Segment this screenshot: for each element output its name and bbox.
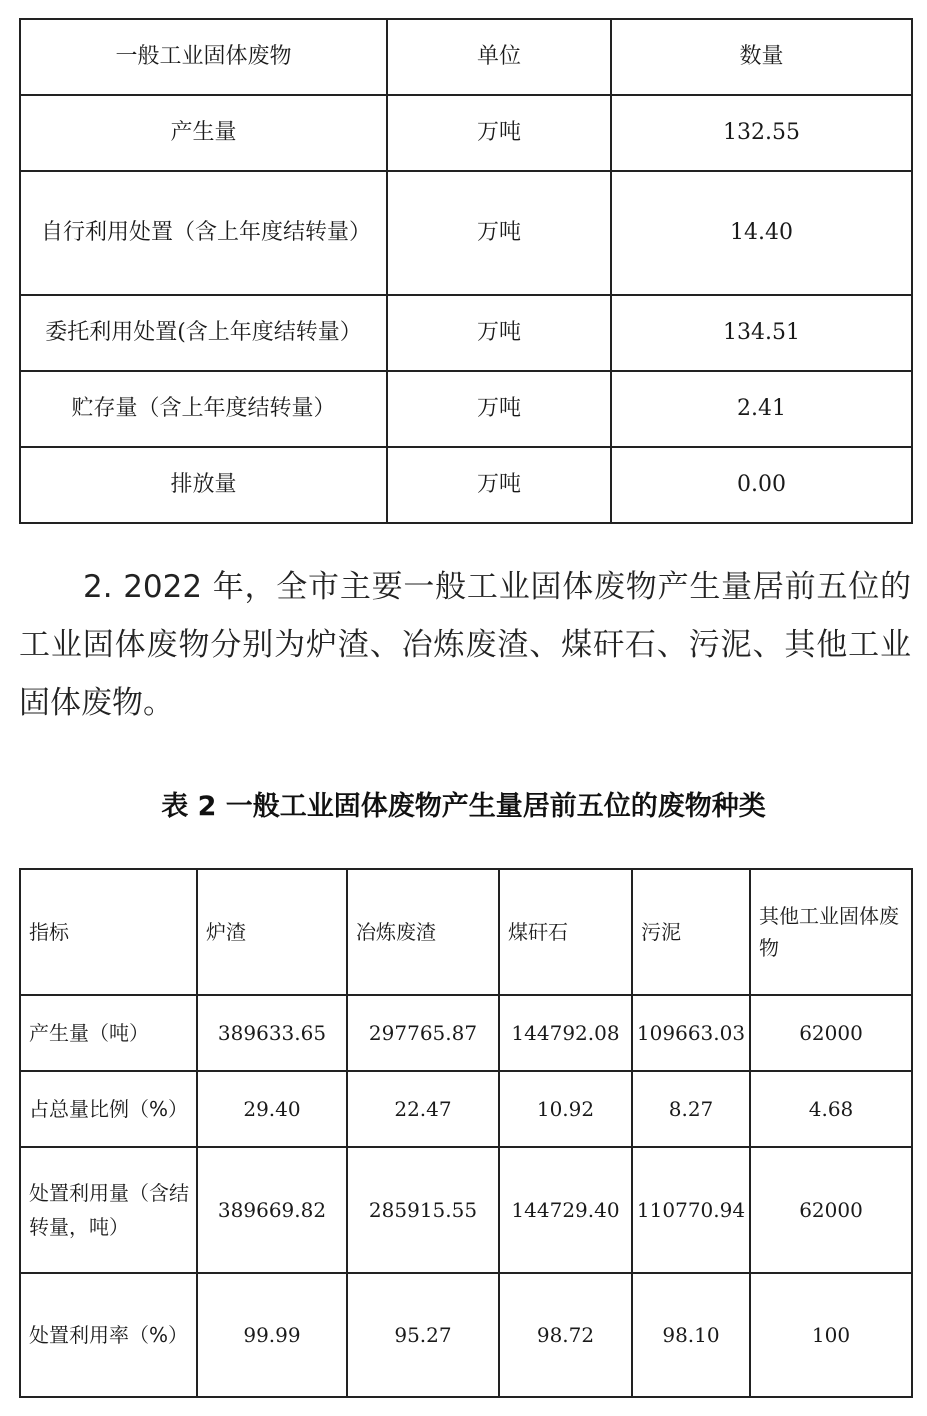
value-cell: 98.10 [632,1273,750,1397]
value-cell: 100 [750,1273,912,1397]
table-row [20,995,912,1071]
unit-cell: 万吨 [387,171,611,295]
row-label: 委托利用处置(含上年度结转量） [20,295,387,371]
table-row [20,1273,912,1397]
table-header-row [20,869,912,995]
value-cell: 8.27 [632,1071,750,1147]
value-cell: 109663.03 [632,995,750,1071]
value-cell: 110770.94 [632,1147,750,1273]
header-cell: 煤矸石 [499,869,632,995]
table-row [20,1071,912,1147]
value-cell: 10.92 [499,1071,632,1147]
table-row [20,1147,912,1273]
value-cell: 132.55 [611,95,912,171]
row-label: 排放量 [20,447,387,523]
value-cell: 144792.08 [499,995,632,1071]
value-cell: 297765.87 [347,995,499,1071]
header-cell: 单位 [387,19,611,95]
unit-cell: 万吨 [387,295,611,371]
value-cell: 29.40 [197,1071,347,1147]
unit-cell: 万吨 [387,371,611,447]
value-cell: 22.47 [347,1071,499,1147]
value-cell: 95.27 [347,1273,499,1397]
row-label: 自行利用处置（含上年度结转量） [20,171,387,295]
header-cell: 炉渣 [197,869,347,995]
value-cell: 134.51 [611,295,912,371]
row-label: 处置利用率（%） [20,1273,197,1397]
unit-cell: 万吨 [387,95,611,171]
table-row [20,295,912,371]
value-cell: 98.72 [499,1273,632,1397]
row-label: 占总量比例（%） [20,1071,197,1147]
value-cell: 62000 [750,1147,912,1273]
value-cell: 0.00 [611,447,912,523]
value-cell: 14.40 [611,171,912,295]
table-row [20,447,912,523]
unit-cell: 万吨 [387,447,611,523]
row-label: 产生量（吨） [20,995,197,1071]
body-paragraph: 2. 2022 年，全市主要一般工业固体废物产生量居前五位的工业固体废物分别为炉渣、冶炼废渣、煤矸石、污泥、其他工业固体废物。 [19,569,911,721]
header-cell: 冶炼废渣 [347,869,499,995]
value-cell: 389669.82 [197,1147,347,1273]
row-label: 处置利用量（含结转量，吨） [20,1147,197,1273]
value-cell: 389633.65 [197,995,347,1071]
table-row [20,171,912,295]
table-caption: 表 2 一般工业固体废物产生量居前五位的废物种类 [161,791,766,822]
table-row [20,95,912,171]
header-cell: 其他工业固体废物 [750,869,912,995]
header-cell: 污泥 [632,869,750,995]
table-row [20,371,912,447]
waste-summary-table [19,18,913,524]
top-five-waste-table [19,868,913,1398]
header-cell: 数量 [611,19,912,95]
header-cell: 一般工业固体废物 [20,19,387,95]
value-cell: 285915.55 [347,1147,499,1273]
row-label: 贮存量（含上年度结转量） [20,371,387,447]
value-cell: 99.99 [197,1273,347,1397]
value-cell: 62000 [750,995,912,1071]
value-cell: 2.41 [611,371,912,447]
row-label: 产生量 [20,95,387,171]
header-cell: 指标 [20,869,197,995]
table-header-row [20,19,912,95]
value-cell: 4.68 [750,1071,912,1147]
value-cell: 144729.40 [499,1147,632,1273]
